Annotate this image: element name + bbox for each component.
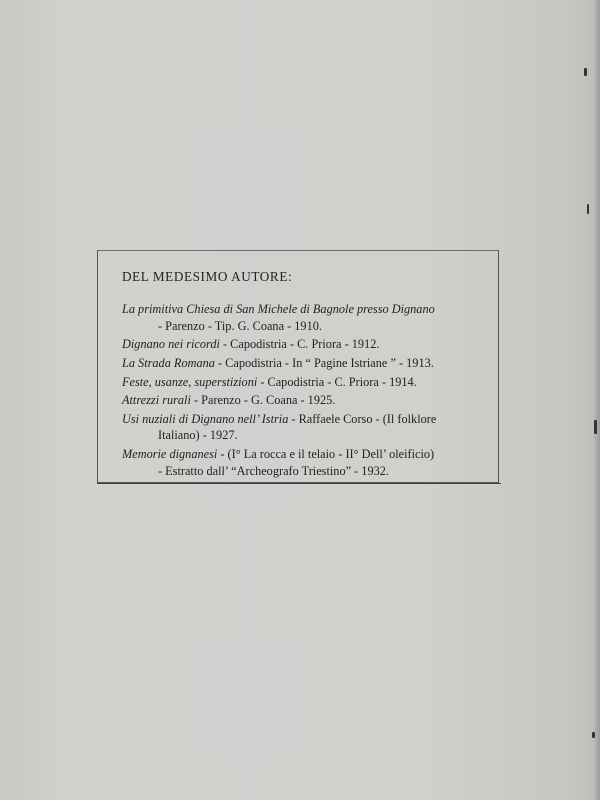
entry-continuation: - Parenzo - Tip. G. Coana - 1910. <box>158 318 322 333</box>
bibliography-box <box>97 250 499 483</box>
page-speck <box>594 420 597 434</box>
entry-title: Feste, usanze, superstizioni <box>122 374 258 389</box>
bibliography-entry <box>122 301 482 334</box>
entry-continuation: - Estratto dall’ “Archeografo Triestino” - 1932. <box>158 463 389 478</box>
entry-details: - Parenzo - G. Coana - 1925. <box>190 393 336 408</box>
page-speck <box>584 68 587 76</box>
bibliography-entry <box>122 355 482 372</box>
entry-details: - Raffaele Corso - (Il folklore <box>288 411 437 426</box>
bibliography-entry <box>122 411 482 444</box>
bibliography-entry <box>122 336 482 353</box>
section-heading: DEL MEDESIMO AUTORE: <box>122 269 293 284</box>
page-speck <box>587 204 589 214</box>
entry-title: La Strada Romana <box>122 355 215 370</box>
entry-details: - Capodistria - In “ Pagine Istriane ” - 1913. <box>214 355 434 370</box>
entry-title: Usi nuziali di Dignano nell’ Istria <box>122 411 289 426</box>
entry-title: Dignano nei ricordi <box>122 337 220 352</box>
bibliography-entry <box>122 446 482 479</box>
page-edge-shadow <box>592 0 600 800</box>
entry-details: - Capodistria - C. Priora - 1914. <box>257 374 417 389</box>
bibliography-entry <box>122 374 482 391</box>
box-bottom-rule <box>97 483 501 484</box>
entry-title: La primitiva Chiesa di San Michele di Bagnole presso Dignano <box>122 302 435 316</box>
entry-title: Attrezzi rurali <box>122 393 191 408</box>
bibliography-list <box>122 301 482 481</box>
bibliography-entry <box>122 392 482 409</box>
entry-details: - (I° La rocca e il telaio - II° Dell’ oleificio) <box>217 447 435 462</box>
entry-title: Memorie dignanesi <box>122 447 218 462</box>
page-speck <box>592 732 595 738</box>
entry-continuation: Italiano) - 1927. <box>158 428 238 443</box>
entry-details: - Capodistria - C. Priora - 1912. <box>219 337 380 352</box>
